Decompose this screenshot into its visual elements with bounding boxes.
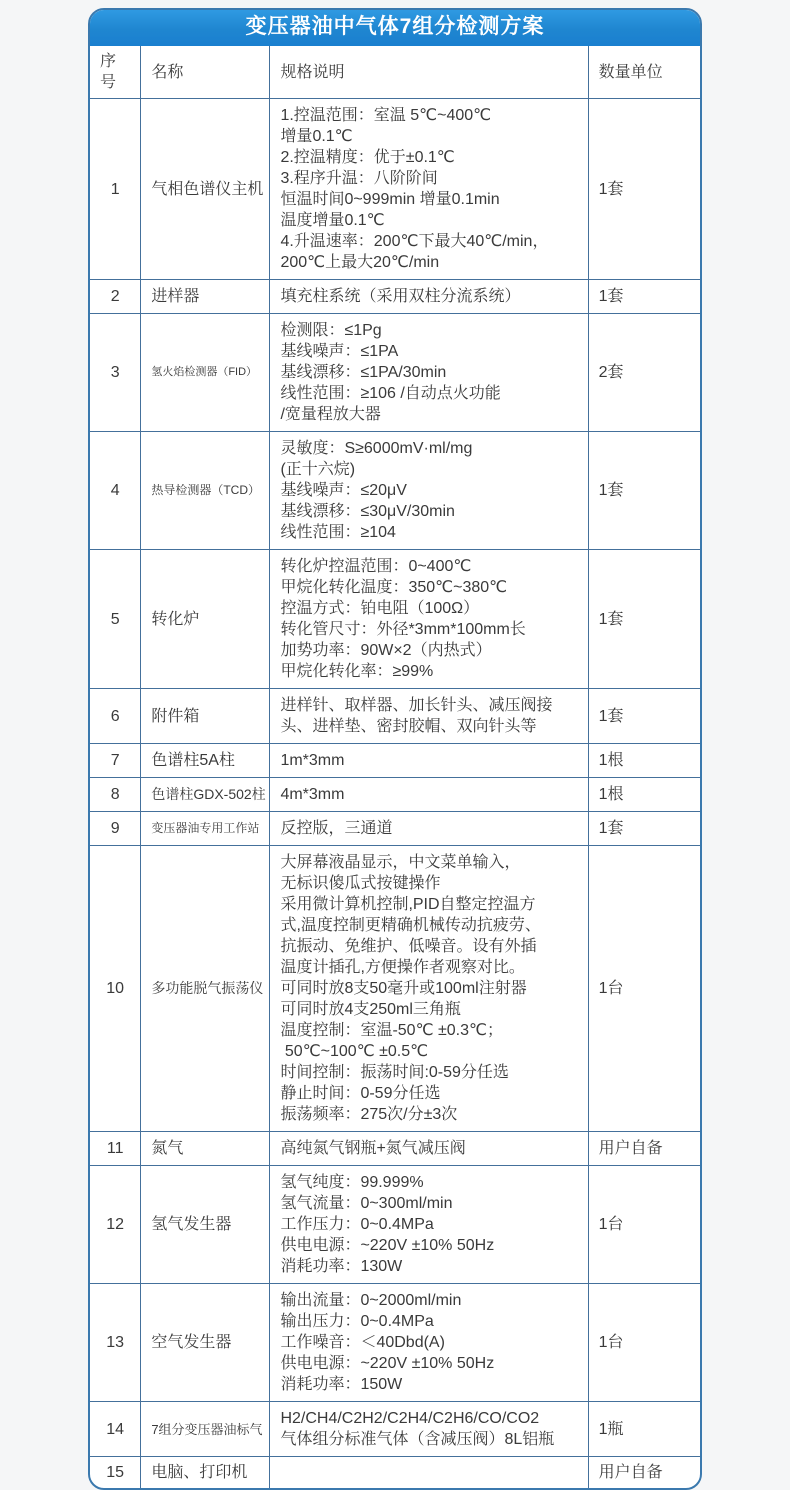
spec-line: 静止时间：0-59分任选 <box>280 1085 441 1102</box>
spec-line: 气体组分标准气体（含减压阀）8L铝瓶 <box>280 1431 555 1448</box>
spec-line: 工作压力：0~0.4MPa <box>280 1216 434 1233</box>
item-name-cell: 多功能脱气振荡仪 <box>141 846 270 1132</box>
table-row <box>90 280 700 314</box>
spec-cell <box>270 1284 588 1402</box>
qty-cell: 1瓶 <box>588 1402 700 1457</box>
spec-line: /宽量程放大器 <box>280 406 381 423</box>
spec-line: 甲烷化转化率：≥99% <box>280 663 434 680</box>
table-row <box>90 99 700 280</box>
spec-line: 甲烷化转化温度：350℃~380℃ <box>280 579 508 596</box>
table-row <box>90 550 700 689</box>
item-name-cell: 电脑、打印机 <box>141 1457 270 1489</box>
item-name-cell: 附件箱 <box>141 689 270 744</box>
qty-cell: 1套 <box>588 432 700 550</box>
spec-line: 氢气流量：0~300ml/min <box>280 1195 453 1212</box>
spec-line: 式,温度控制更精确机械传动抗疲劳、 <box>280 917 541 934</box>
column-header-no: 序号 <box>90 46 141 99</box>
spec-cell <box>270 846 588 1132</box>
row-number-cell: 2 <box>90 280 141 314</box>
spec-line: 无标识傻瓜式按键操作 <box>280 875 441 892</box>
row-number-cell: 10 <box>90 846 141 1132</box>
spec-line: 线性范围：≥104 <box>280 524 396 541</box>
spec-cell <box>270 314 588 432</box>
spec-line: 加势功率：90W×2（内热式） <box>280 642 492 659</box>
spec-line: 4m*3mm <box>280 786 345 803</box>
spec-line: 基线噪声：≤1PA <box>280 343 399 360</box>
table-row <box>90 1284 700 1402</box>
spec-table-body <box>90 99 700 1489</box>
spec-line: 大屏幕液晶显示，中文菜单输入， <box>280 854 521 871</box>
column-header-spec: 规格说明 <box>270 46 588 99</box>
spec-line: 输出压力：0~0.4MPa <box>280 1313 434 1330</box>
spec-line: 灵敏度：S≥6000mV·ml/mg <box>280 440 473 457</box>
item-name-cell: 色谱柱5A柱 <box>141 744 270 778</box>
spec-line: 供电电源：~220V ±10% 50Hz <box>280 1355 495 1372</box>
row-number-cell: 1 <box>90 99 141 280</box>
spec-cell <box>270 1132 588 1166</box>
item-name-cell: 热导检测器（TCD） <box>141 432 270 550</box>
qty-cell: 1套 <box>588 550 700 689</box>
qty-cell: 1套 <box>588 689 700 744</box>
qty-cell: 2套 <box>588 314 700 432</box>
spec-cell <box>270 744 588 778</box>
spec-table <box>90 46 700 1488</box>
spec-line: 50℃~100℃ ±0.5℃ <box>280 1043 429 1060</box>
table-row <box>90 778 700 812</box>
item-name-cell: 空气发生器 <box>141 1284 270 1402</box>
spec-line: 高纯氮气钢瓶+氮气减压阀 <box>280 1140 466 1157</box>
spec-line: 线性范围：≥106 /自动点火功能 <box>280 385 501 402</box>
table-row <box>90 1166 700 1284</box>
spec-line: 200℃上最大20℃/min <box>280 254 440 271</box>
spec-cell <box>270 550 588 689</box>
column-header-qty: 数量单位 <box>588 46 700 99</box>
qty-cell: 1套 <box>588 99 700 280</box>
spec-cell <box>270 1457 588 1489</box>
row-number-cell: 9 <box>90 812 141 846</box>
spec-cell <box>270 689 588 744</box>
spec-line: 可同时放8支50毫升或100ml注射器 <box>280 980 527 997</box>
item-name-cell: 气相色谱仪主机 <box>141 99 270 280</box>
spec-line: 振荡频率：275次/分±3次 <box>280 1106 458 1123</box>
row-number-cell: 8 <box>90 778 141 812</box>
spec-line: 工作噪音：＜40Dbd(A) <box>280 1334 445 1351</box>
row-number-cell: 6 <box>90 689 141 744</box>
item-name-cell: 7组分变压器油标气 <box>141 1402 270 1457</box>
item-name-cell: 氮气 <box>141 1132 270 1166</box>
item-name-cell: 氢气发生器 <box>141 1166 270 1284</box>
spec-line: 3.程序升温：八阶阶间 <box>280 170 438 187</box>
qty-cell: 1台 <box>588 846 700 1132</box>
spec-line: 消耗功率：150W <box>280 1376 403 1393</box>
spec-line: 1m*3mm <box>280 752 345 769</box>
spec-line: 可同时放4支250ml三角瓶 <box>280 1001 461 1018</box>
spec-line: H2/CH4/C2H2/C2H4/C2H6/CO/CO2 <box>280 1410 540 1427</box>
item-name-cell: 转化炉 <box>141 550 270 689</box>
item-name-cell: 变压器油专用工作站 <box>141 812 270 846</box>
spec-line: 恒温时间0~999min 增量0.1min <box>280 191 500 208</box>
row-number-cell: 5 <box>90 550 141 689</box>
qty-cell: 1根 <box>588 744 700 778</box>
spec-line: (正十六烷) <box>280 461 356 478</box>
spec-sheet-card <box>88 8 702 1490</box>
spec-line: 增量0.1℃ <box>280 128 353 145</box>
spec-line: 温度控制：室温-50℃ ±0.3℃； <box>280 1022 503 1039</box>
table-row <box>90 744 700 778</box>
item-name-cell: 色谱柱GDX-502柱 <box>141 778 270 812</box>
spec-line: 转化炉控温范围：0~400℃ <box>280 558 472 575</box>
row-number-cell: 13 <box>90 1284 141 1402</box>
spec-cell <box>270 280 588 314</box>
spec-cell <box>270 432 588 550</box>
spec-line: 温度增量0.1℃ <box>280 212 385 229</box>
header-row <box>90 46 700 99</box>
table-row <box>90 689 700 744</box>
spec-line: 氢气纯度：99.999% <box>280 1174 424 1191</box>
page-title: 变压器油中气体7组分检测方案 <box>90 10 700 46</box>
qty-cell: 1台 <box>588 1284 700 1402</box>
row-number-cell: 7 <box>90 744 141 778</box>
spec-line: 供电电源：~220V ±10% 50Hz <box>280 1237 495 1254</box>
row-number-cell: 11 <box>90 1132 141 1166</box>
row-number-cell: 12 <box>90 1166 141 1284</box>
spec-line: 采用微计算机控制,PID自整定控温方 <box>280 896 536 913</box>
table-row <box>90 432 700 550</box>
table-row <box>90 1457 700 1489</box>
spec-line: 控温方式：铂电阻（100Ω） <box>280 600 480 617</box>
table-row <box>90 846 700 1132</box>
spec-cell <box>270 778 588 812</box>
spec-line: 转化管尺寸：外径*3mm*100mm长 <box>280 621 526 638</box>
spec-line: 基线漂移：≤30μV/30min <box>280 503 455 520</box>
qty-cell: 1套 <box>588 812 700 846</box>
spec-line: 反控版，三通道 <box>280 820 393 837</box>
spec-line: 4.升温速率：200℃下最大40℃/min， <box>280 233 549 250</box>
column-header-name: 名称 <box>141 46 270 99</box>
table-row <box>90 314 700 432</box>
spec-line: 时间控制：振荡时间:0-59分任选 <box>280 1064 509 1081</box>
qty-cell: 1套 <box>588 280 700 314</box>
row-number-cell: 15 <box>90 1457 141 1489</box>
spec-line: 1.控温范围：室温 5℃~400℃ <box>280 107 492 124</box>
qty-cell: 1根 <box>588 778 700 812</box>
spec-line: 抗振动、免维护、低噪音。设有外插 <box>280 938 537 955</box>
spec-line: 进样针、取样器、加长针头、减压阀接头、进样垫、密封胶帽、双向针头等 <box>280 697 553 735</box>
row-number-cell: 14 <box>90 1402 141 1457</box>
item-name-cell: 进样器 <box>141 280 270 314</box>
table-row <box>90 1132 700 1166</box>
spec-line: 基线噪声：≤20μV <box>280 482 407 499</box>
qty-cell: 用户自备 <box>588 1457 700 1489</box>
table-row <box>90 1402 700 1457</box>
item-name-cell: 氢火焰检测器（FID） <box>141 314 270 432</box>
table-row <box>90 812 700 846</box>
qty-cell: 1台 <box>588 1166 700 1284</box>
row-number-cell: 4 <box>90 432 141 550</box>
spec-table-header <box>90 46 700 99</box>
spec-cell <box>270 1402 588 1457</box>
spec-cell <box>270 812 588 846</box>
spec-line: 输出流量：0~2000ml/min <box>280 1292 462 1309</box>
spec-line: 填充柱系统（采用双柱分流系统） <box>280 288 521 305</box>
spec-line: 基线漂移：≤1PA/30min <box>280 364 447 381</box>
spec-line: 检测限：≤1Pg <box>280 322 382 339</box>
qty-cell: 用户自备 <box>588 1132 700 1166</box>
spec-cell <box>270 99 588 280</box>
spec-line: 消耗功率：130W <box>280 1258 403 1275</box>
spec-line: 温度计插孔,方便操作者观察对比。 <box>280 959 525 976</box>
spec-cell <box>270 1166 588 1284</box>
spec-line: 2.控温精度：优于±0.1℃ <box>280 149 455 166</box>
row-number-cell: 3 <box>90 314 141 432</box>
